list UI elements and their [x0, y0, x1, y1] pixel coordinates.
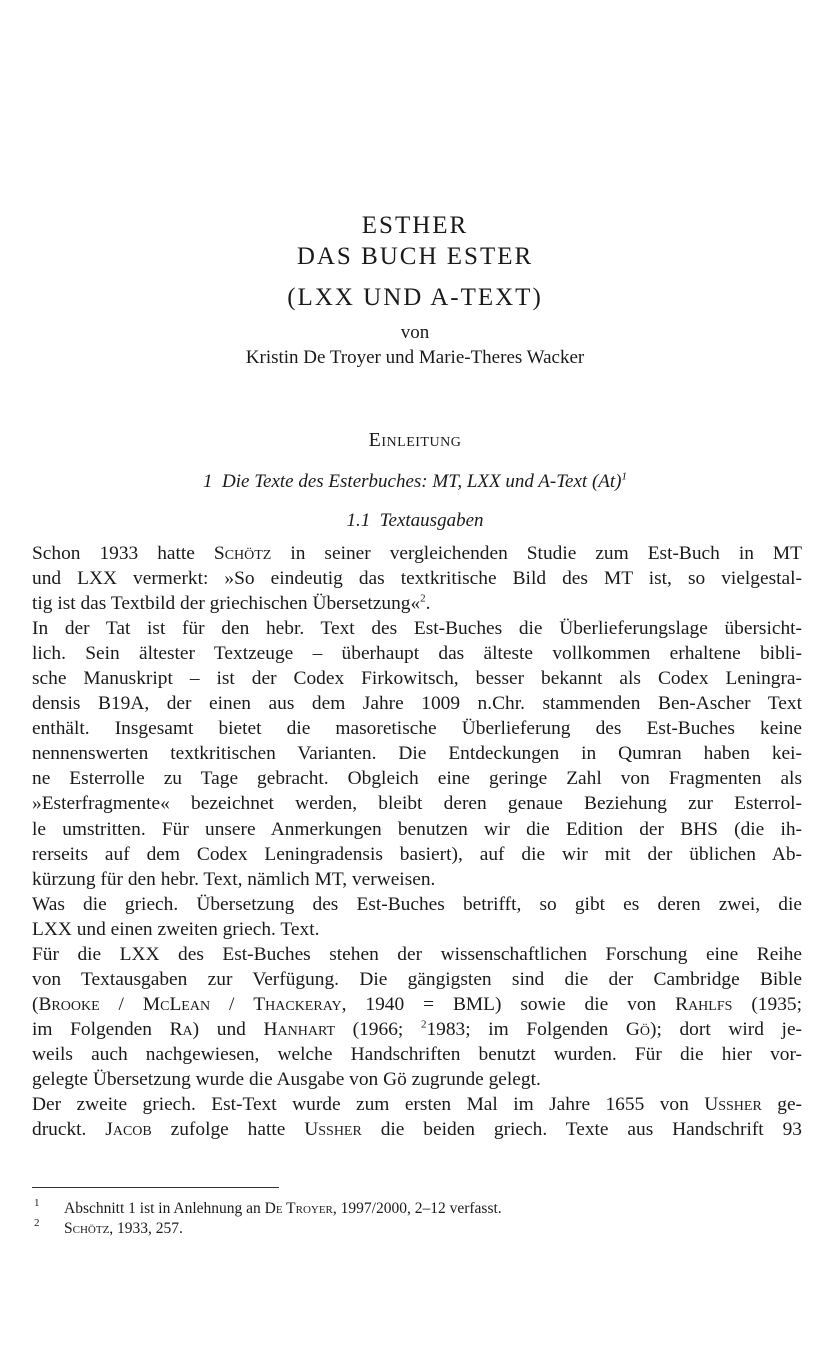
- footnote-number: 2: [34, 1217, 40, 1229]
- abbrev-ra: Ra: [169, 1018, 193, 1040]
- body-line: nennenswerten textkritischen Varianten. Die Entdeckungen in Qumran haben kei-: [32, 743, 802, 765]
- footnote-ref-1[interactable]: 1: [621, 470, 627, 483]
- body-line: tig ist das Textbild der griechischen Übersetzung«$^2$.: [32, 592, 431, 615]
- author-ref-rahlfs: Rahlfs: [675, 993, 733, 1015]
- section-1-1-number: 1.1: [346, 510, 371, 531]
- body-line: »Esterfragmente« bezeichnet werden, bleibt deren genaue Beziehung zur Esterrol-: [32, 793, 802, 815]
- author-ref-hanhart: Hanhart: [263, 1018, 336, 1040]
- author-ref-schoetz: Schötz: [213, 543, 272, 564]
- body-line: im Folgenden Ra) und Hanhart (1966; $^2$1983; im Folgenden Gö); dort wird je-: [32, 1018, 803, 1040]
- section-1-heading: [0, 471, 830, 493]
- abbrev-go: Gö: [625, 1018, 650, 1040]
- body-line: und LXX vermerkt: »So eindeutig das textkritische Bild des MT ist, so vielgestal-: [32, 568, 802, 590]
- body-line: (Brooke / McLean / Thackeray, 1940 = BML) sowie die von Rahlfs (1935;: [32, 993, 802, 1015]
- section-1-1-title: Textausgaben: [379, 510, 484, 531]
- body-line: druckt. Jacob zufolge hatte Ussher die beiden griech. Texte aus Handschrift 93: [32, 1119, 802, 1141]
- section-1-title: Die Texte des Esterbuches: MT, LXX und A-Text (At): [222, 471, 622, 492]
- section-1-1-heading: [0, 510, 830, 532]
- author-ref-mclean: McLean: [142, 993, 211, 1015]
- body-line: In der Tat ist für den hebr. Text des Est-Buches die Überlieferungslage übersicht-: [32, 618, 802, 640]
- body-line: sche Manuskript – ist der Codex Firkowitsch, besser bekannt als Codex Leningra-: [32, 668, 802, 690]
- body-line: ne Esterrolle zu Tage gebracht. Obgleich eine geringe Zahl von Fragmenten als: [32, 768, 802, 790]
- introduction-heading: Einleitung: [368, 429, 462, 451]
- footnote-ref-2[interactable]: 2: [420, 592, 426, 605]
- body-line: Schon 1933 hatte Schötz in seiner vergleichenden Studie zum Est-Buch in MT: [32, 543, 802, 564]
- footnote-divider: [32, 1187, 279, 1188]
- body-text: [32, 541, 802, 1142]
- body-line: le umstritten. Für unsere Anmerkungen benutzen wir die Edition der BHS (die ih-: [32, 818, 802, 840]
- by-label: von: [400, 322, 430, 343]
- body-line: enthält. Insgesamt bietet die masoretische Überlieferung des Est-Buches keine: [32, 718, 802, 740]
- body-line: LXX und einen zweiten griech. Text.: [32, 918, 320, 940]
- title-das-buch-ester: DAS BUCH ESTER: [296, 243, 534, 270]
- body-line: gelegte Übersetzung wurde die Ausgabe von Gö zugrunde gelegt.: [32, 1068, 541, 1090]
- author-ref-thackeray: Thackeray: [253, 993, 342, 1015]
- edition-superscript: 2: [420, 1018, 427, 1031]
- body-line: weils auch nachgewiesen, welche Handschriften benutzt wurden. Für die hier vor-: [32, 1043, 802, 1065]
- body-line: Der zweite griech. Est-Text wurde zum ersten Mal im Jahre 1655 von Ussher ge-: [32, 1094, 803, 1116]
- body-line: rerseits auf dem Codex Leningradensis basiert), auf die wir mit der üblichen Ab-: [32, 843, 802, 865]
- footnote-number: 1: [34, 1197, 40, 1209]
- footnote-text: Abschnitt 1 ist in Anlehnung an De Troyer, 1997/2000, 2–12 verfasst.: [64, 1200, 502, 1217]
- body-line: kürzung für den hebr. Text, nämlich MT, verweisen.: [32, 868, 436, 890]
- author-ref-jacob: Jacob: [105, 1119, 152, 1141]
- body-line: lich. Sein ältester Textzeuge – überhaupt das älteste vollkommen erhaltene bibli-: [32, 643, 802, 665]
- footnote-text: Schötz, 1933, 257.: [64, 1220, 183, 1237]
- author-ref-brooke: Brooke: [38, 993, 100, 1015]
- body-line: densis B19A, der einen aus dem Jahre 1009 n.Chr. stammenden Ben-Ascher Text: [32, 693, 802, 715]
- title-esther: ESTHER: [361, 212, 469, 239]
- body-line: von Textausgaben zur Verfügung. Die gängigsten sind die der Cambridge Bible: [32, 968, 802, 990]
- body-line: Für die LXX des Est-Buches stehen der wissenschaftlichen Forschung eine Reihe: [32, 943, 802, 965]
- author-ref-ussher: Ussher: [704, 1094, 762, 1116]
- body-line: Was die griech. Übersetzung des Est-Buches betrifft, so gibt es deren zwei, die: [32, 893, 802, 915]
- section-1-number: 1: [203, 471, 213, 492]
- title-lxx-und-a-text: (LXX UND A-TEXT): [287, 284, 543, 311]
- authors: Kristin De Troyer und Marie-Theres Wacker: [245, 347, 585, 368]
- author-ref-ussher: Ussher: [304, 1119, 362, 1141]
